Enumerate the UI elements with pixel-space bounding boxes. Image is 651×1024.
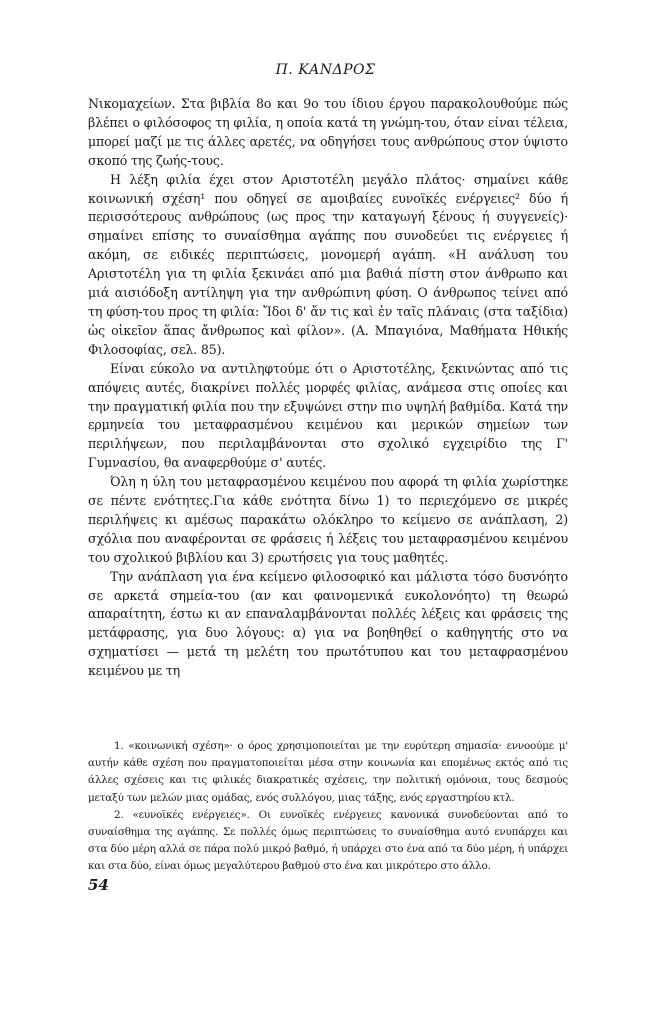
- running-header: Π. ΚΑΝΔΡΟΣ: [275, 62, 376, 78]
- paragraph-1: Νικομαχείων. Στα βιβλία 8ο και 9ο του ίδιου έργου παρακολουθούμε πώς βλέπει ο φιλόσοφος τη φιλία, η οποία κατά τη γνώμη-του, όταν είναι τέλεια, μπορεί μαζί με τις άλλες αρετές, να οδηγήσει τους ανθρώπους στον ύψιστο σκοπό της ζωής-τους.: [88, 96, 568, 168]
- main-text: [88, 95, 568, 681]
- paragraph-3: Είναι εύκολο να αντιληφτούμε ότι ο Αριστοτέλης, ξεκινώντας από τις απόψεις αυτές, διακρίνει πολλές μορφές φιλίας, ανάμεσα στις οποίες και την πραγματική φιλία που την εξυψώνει στην πιο υψηλή βαθμίδα. Κατά την ερμηνεία του μεταφρασμένου κειμένου και μερικών σημείων των περιλήψεων, που περιλαμβάνονται στο σχολικό εγχειρίδιο της Γ' Γυμνασίου, θα αναφερθούμε σ' αυτές.: [88, 360, 568, 471]
- page-number: 54: [88, 876, 109, 894]
- paragraph-2: Η λέξη φιλία έχει στον Αριστοτέλη μεγάλο πλάτος· σημαίνει κάθε κοινωνική σχέση¹ που οδηγεί σε αμοιβαίες ευνοϊκές ενέργειες² δύο ή περισσότερους ανθρώπους (ως προς την καταγωγή ξένους ή συγγενείς)· σημαίνει επίσης το συναίσθημα αγάπης που συνοδεύει τις ενέργειες ή ακόμη, σε ειδικές περιπτώσεις, μονομερή αγάπη. «Η ανάλυση του Αριστοτέλη για τη φιλία ξεκινάει από μια βαθιά πίστη στον άνθρωπο και μιά αισιόδοξη αντίληψη για την ανθρώπινη φύση. Ο άνθρωπος τείνει από τη φύση-του προς τη φιλία: Ἴδοι δ' ἄν τις καὶ ἐν ταῖς πλάναις (στα ταξίδια) ὡς οἰκεῖον ἅπας ἄνθρωπος καὶ φίλον». (Α. Μπαγιόνα, Μαθήματα Ηθικής Φιλοσοφίας, σελ. 85).: [88, 171, 568, 357]
- paragraph-4: Όλη η ύλη του μεταφρασμένου κειμένου που αφορά τη φιλία χωρίστηκε σε πέντε ενότητες.Για κάθε ενότητα δίνω 1) το περιεχόμενο σε μικρές περιλήψεις κι αμέσως παρακάτω ολόκληρο το κείμενο σε ανάπλαση, 2) σχόλια που αναφέρονται σε φράσεις ή λέξεις του μεταφρασμένου κειμένου του σχολικού βιβλίου και 3) ερωτήσεις για τους μαθητές.: [88, 474, 568, 565]
- footnotes: [88, 738, 568, 876]
- paragraph-5: Την ανάπλαση για ένα κείμενο φιλοσοφικό και μάλιστα τόσο δυσνόητο σε αρκετά σημεία-του (αν και φαινομενικά ευκολονόητο) τη θεωρώ απαραίτητη, έστω κι αν επαναλαμβάνονται πολλές λέξεις και φράσεις της μετάφρασης, για δυο λόγους: α) για να βοηθηθεί ο καθηγητής στο να σχηματίσει — μετά τη μελέτη του πρωτότυπου και του μεταφρασμένου κειμένου με τη: [88, 568, 568, 679]
- footnote-2: 2. «ευνοϊκές ενέργειες». Οι ευνοϊκές ενέργειες κανονικά συνοδεύονται από το συναίσθημα της αγάπης. Σε πολλές όμως περιπτώσεις το συναίσθημα αυτό ενυπάρχει και στα δύο μέρη αλλά σε πάρα πολύ μικρό βαθμό, ή υπάρχει στο ένα από τα δύο μέρη, ή υπάρχει και στα δύο, είναι όμως μεγαλύτερου βαθμού στο ένα και μικρότερο στο άλλο.: [88, 808, 568, 873]
- footnote-1: 1. «κοινωνική σχέση»· ο όρος χρησιμοποιείται με την ευρύτερη σημασία· εννοούμε μ' αυτήν κάθε σχέση που πραγματοποιείται μέσα στην κοινωνία και επομένως εκτός από τις άλλες σχέσεις και τις φιλικές διακρατικές σχέσεις, την πολιτική ομόνοια, τους δεσμούς μεταξύ των μελών μιας ομάδας, ενός συλλόγου, μιας τάξης, ενός εργαστηρίου κτλ.: [88, 740, 568, 804]
